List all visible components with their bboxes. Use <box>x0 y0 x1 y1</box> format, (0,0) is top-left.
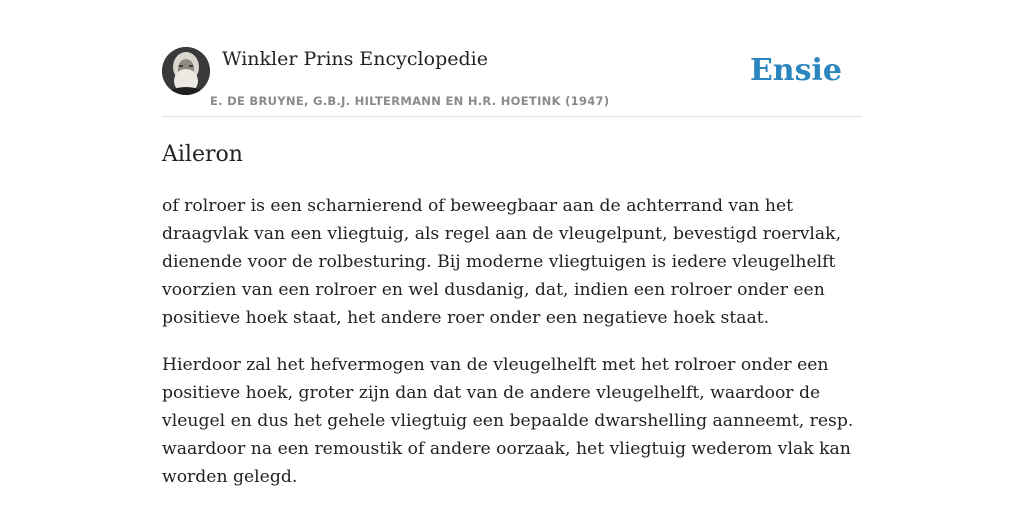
article-title: Aileron <box>162 142 243 167</box>
portrait-photo-icon <box>162 47 210 95</box>
article-paragraph: Hierdoor zal het hefvermogen van de vleugelhelft met het rolroer onder een positieve hoek, groter zijn dan dat van de andere vleugelhelft, waardoor de vleugel en dus het gehele vliegtuig een bepaalde dwarshelling aanneemt, resp. waardoor na een remoustik of andere oorzaak, het vliegtuig wederom vlak kan worden gelegd. <box>162 355 854 487</box>
ensie-logo[interactable]: Ensie <box>749 53 842 88</box>
source-authors: E. DE BRUYNE, G.B.J. HILTERMANN EN H.R. HOETINK (1947) <box>210 94 610 108</box>
article-body <box>162 192 862 510</box>
source-header <box>162 46 862 117</box>
source-title[interactable]: Winkler Prins Encyclopedie <box>222 48 488 70</box>
author-avatar[interactable] <box>162 47 210 95</box>
article-paragraph: of rolroer is een scharnierend of beweegbaar aan de achterrand van het draagvlak van een vliegtuig, als regel aan de vleugelpunt, bevestigd roervlak, dienende voor de rolbesturing. Bij moderne vliegtuigen is iedere vleugelhelft voorzien van een rolroer en wel dusdanig, dat, indien een rolroer onder een positieve hoek staat, het andere roer onder een negatieve hoek staat. <box>162 196 842 328</box>
